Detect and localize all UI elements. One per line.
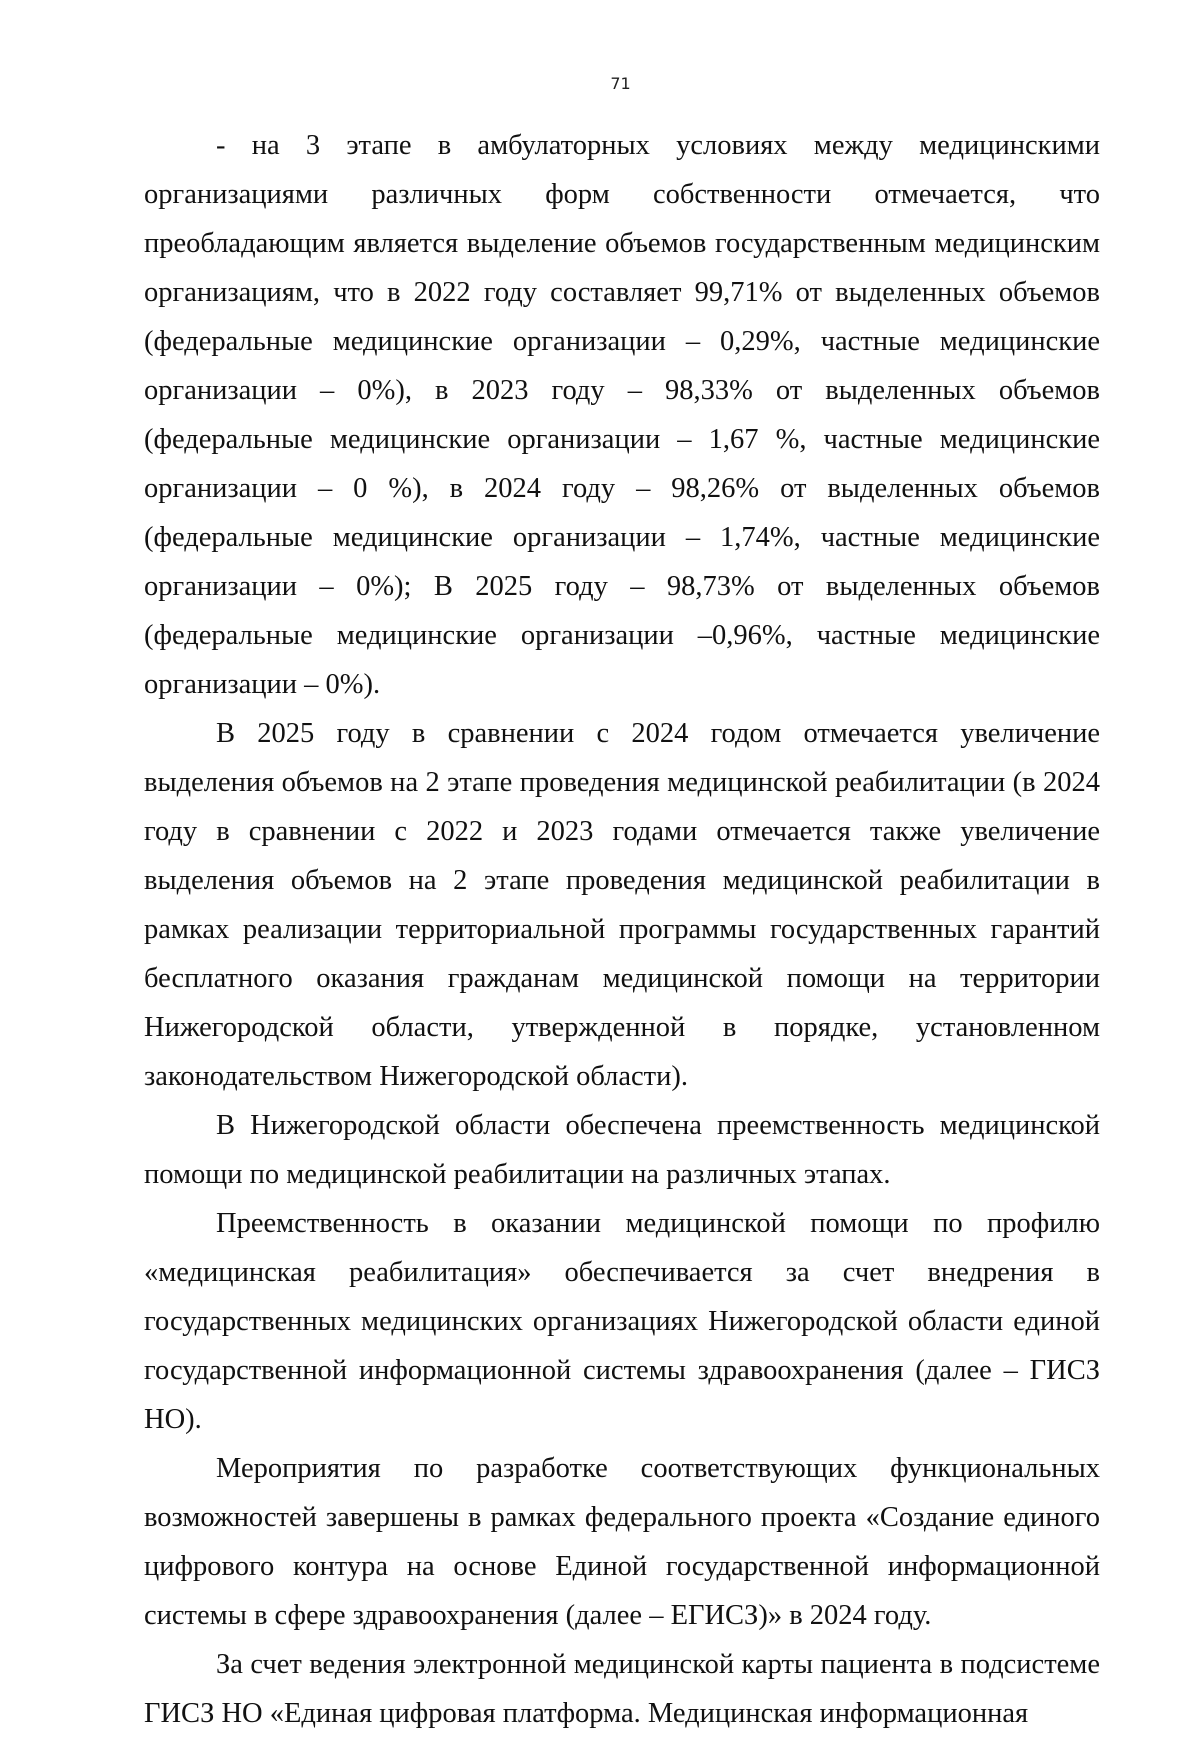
paragraph-6: За счет ведения электронной медицинской карты пациента в подсистеме ГИСЗ НО «Единая цифровая платформа. Медицинская информационная xyxy=(144,1649,1100,1729)
paragraph-2: В 2025 году в сравнении с 2024 годом отмечается увеличение выделения объемов на 2 этапе проведения медицинской реабилитации (в 2024 году в сравнении с 2022 и 2023 годами отмечается также увеличение выделения объемов на 2 этапе проведения медицинской реабилитации в рамках реализации территориальной программы государственных гарантий бесплатного оказания гражданам медицинской помощи на территории Нижегородской области, утвержденной в порядке, установленном законодательством Нижегородской области). xyxy=(144,718,1100,1092)
document-body xyxy=(144,121,1100,1738)
paragraph-5: Мероприятия по разработке соответствующих функциональных возможностей завершены в рамках федерального проекта «Создание единого цифрового контура на основе Единой государственной информационной системы в сфере здравоохранения (далее – ЕГИСЗ)» в 2024 году. xyxy=(144,1453,1100,1631)
paragraph-3: В Нижегородской области обеспечена преемственность медицинской помощи по медицинской реабилитации на различных этапах. xyxy=(144,1110,1100,1190)
paragraph-4: Преемственность в оказании медицинской помощи по профилю «медицинская реабилитация» обеспечивается за счет внедрения в государственных медицинских организациях Нижегородской области единой государственной информационной системы здравоохранения (далее – ГИСЗ НО). xyxy=(144,1208,1100,1435)
page-number: 71 xyxy=(610,74,631,93)
paragraph-1: - на 3 этапе в амбулаторных условиях между медицинскими организациями различных форм собственности отмечается, что преобладающим является выделение объемов государственным медицинским организациям, что в 2022 году составляет 99,71% от выделенных объемов (федеральные медицинские организации – 0,29%, частные медицинские организации – 0%), в 2023 году – 98,33% от выделенных объемов (федеральные медицинские организации – 1,67 %, частные медицинские организации – 0 %), в 2024 году – 98,26% от выделенных объемов (федеральные медицинские организации – 1,74%, частные медицинские организации – 0%); В 2025 году – 98,73% от выделенных объемов (федеральные медицинские организации –0,96%, частные медицинские организации – 0%). xyxy=(144,130,1100,700)
